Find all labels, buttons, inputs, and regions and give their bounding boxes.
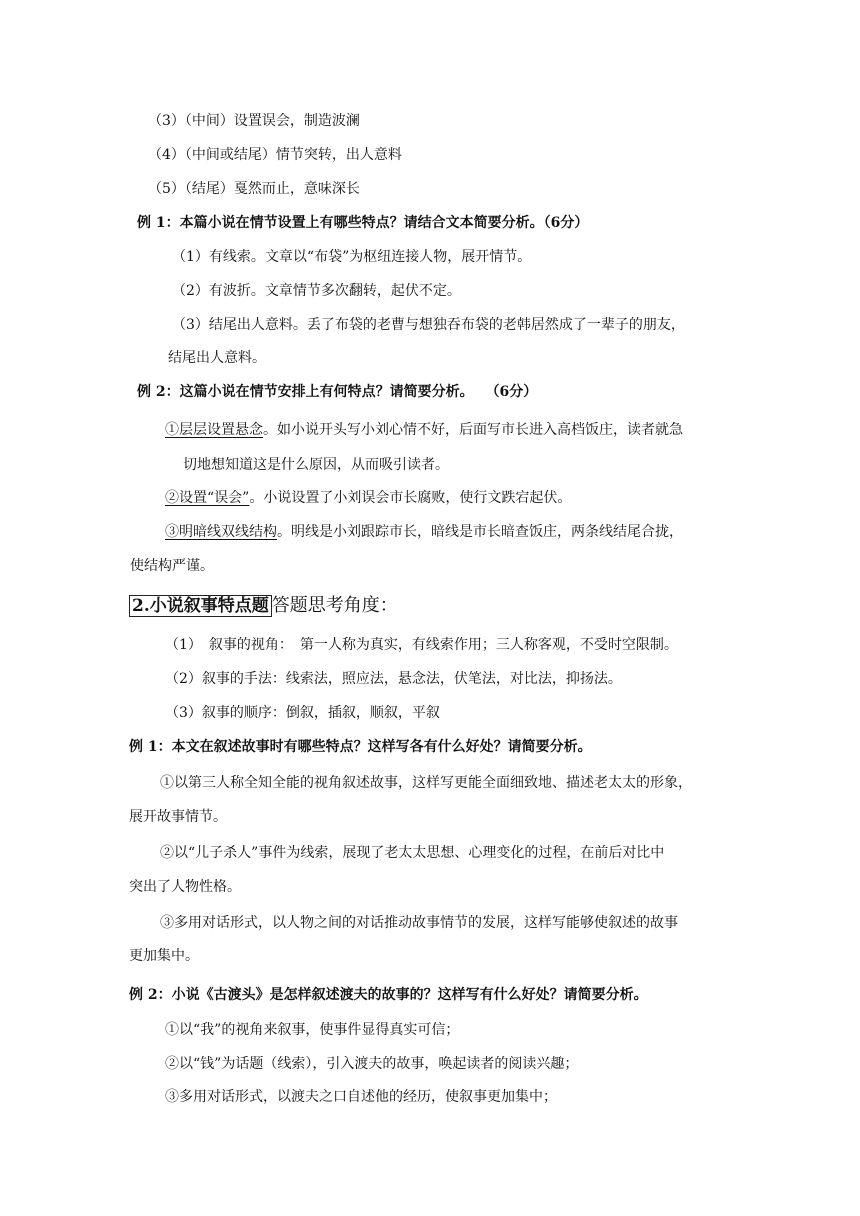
section-heading-rest: 答题思考角度：: [271, 595, 398, 616]
narrative-point-1: （1） 叙事的视角： 第一人称为真实，有线索作用；三人称客观，不受时空限制。: [165, 637, 678, 653]
section-heading: [129, 594, 398, 618]
s2-example1-answer-1-cont: 展开故事情节。: [129, 809, 227, 825]
answer-text: 。明线是小刘跟踪市长，暗线是市长暗查饭庄，两条线结尾合拢，: [277, 524, 683, 540]
s2-example2-question: 例 2：小说《古渡头》是怎样叙述渡夫的故事的？这样写有什么好处？请简要分析。: [129, 987, 648, 1003]
s2-example2-answer-1: ①以“我”的视角来叙事，使事件显得真实可信；: [165, 1022, 460, 1038]
s2-example2-answer-3: ③多用对话形式，以渡夫之口自述他的经历，使叙事更加集中；: [165, 1089, 557, 1105]
example2-answer-3: [165, 522, 683, 542]
s2-example1-answer-2: ②以“儿子杀人”事件为线索，展现了老太太思想、心理变化的过程，在前后对比中: [160, 845, 665, 861]
s2-example1-answer-3: ③多用对话形式，以人物之间的对话推动故事情节的发展，这样写能够使叙述的故事: [160, 915, 678, 931]
section-heading-boxed: 2.小说叙事特点题: [129, 595, 272, 617]
narrative-point-2: （2）叙事的手法：线索法，照应法，悬念法，伏笔法，对比法，抑扬法。: [165, 671, 622, 687]
answer-label-dual-structure: ③明暗线双线结构: [165, 524, 277, 540]
example2-question: 例 2：这篇小说在情节安排上有何特点？请简要分析。 （6分）: [137, 384, 538, 400]
example2-answer-3-cont: 使结构严谨。: [130, 558, 214, 574]
example2-answer-1: [165, 420, 683, 440]
example1-answer-1: （1）有线索。文章以“布袋”为枢纽连接人物，展开情节。: [172, 249, 532, 265]
answer-text: 。如小说开头写小刘心情不好，后面写市长进入高档饭庄，读者就急: [263, 422, 683, 438]
example2-answer-1-cont: 切地想知道这是什么原因，从而吸引读者。: [183, 457, 449, 473]
example2-answer-2: [165, 488, 571, 508]
s2-example1-answer-2-cont: 突出了人物性格。: [129, 879, 241, 895]
narrative-point-3: （3）叙事的顺序：倒叙，插叙，顺叙，平叙: [165, 705, 440, 721]
plot-point-5: （5）（结尾）戛然而止，意味深长: [148, 181, 360, 197]
s2-example1-answer-3-cont: 更加集中。: [129, 948, 199, 964]
plot-point-3: （3）（中间）设置误会，制造波澜: [148, 113, 360, 129]
s2-example1-question: 例 1：本文在叙述故事时有哪些特点？这样写各有什么好处？请简要分析。: [129, 739, 592, 755]
example1-answer-3-cont: 结尾出人意料。: [168, 350, 266, 366]
example1-answer-3: （3）结尾出人意料。丢了布袋的老曹与想独吞布袋的老韩居然成了一辈子的朋友，: [172, 317, 685, 333]
s2-example1-answer-1: ①以第三人称全知全能的视角叙述故事，这样写更能全面细致地、描述老太太的形象，: [160, 775, 692, 791]
example1-question: 例 1：本篇小说在情节设置上有哪些特点？请结合文本简要分析。（6分）: [137, 215, 589, 231]
example1-answer-2: （2）有波折。文章情节多次翻转，起伏不定。: [172, 283, 461, 299]
answer-label-misunderstanding: ②设置“误会”: [165, 490, 250, 506]
s2-example2-answer-2: ②以“钱”为话题（线索），引入渡夫的故事，唤起读者的阅读兴趣；: [165, 1056, 579, 1072]
plot-point-4: （4）（中间或结尾）情节突转，出人意料: [148, 147, 402, 163]
answer-text: 。小说设置了小刘误会市长腐败，使行文跌宕起伏。: [249, 490, 572, 506]
answer-label-suspense: ①层层设置悬念: [165, 422, 263, 438]
